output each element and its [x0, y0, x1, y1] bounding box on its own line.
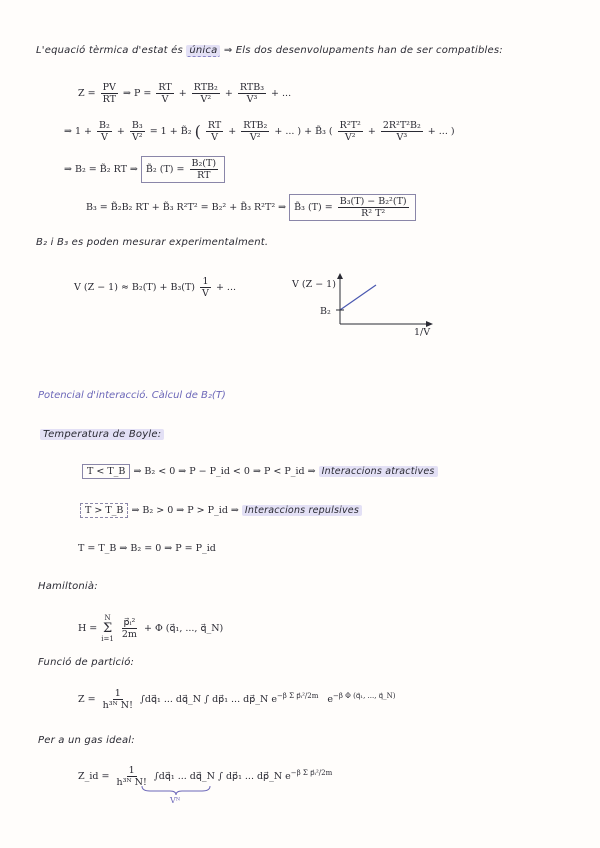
eq1-f1-num: PV	[102, 82, 116, 93]
eq2-frac-r2t2-v2	[338, 120, 363, 143]
eq2-g2-num: RTB₂	[243, 120, 268, 131]
eq3-box-lhs: B̃₂ (T) =	[145, 163, 185, 175]
boyle-row2-box: T > T_B	[80, 503, 128, 518]
eq1-f2-den: V	[161, 94, 169, 105]
eq4-box-lhs: B̃₃ (T) =	[294, 201, 333, 213]
plot-intercept-label: B₂	[320, 306, 331, 317]
equation-z-virial	[78, 82, 291, 105]
eq1-f2-num: RT	[158, 82, 172, 93]
eq2-mid: = 1 + B̃₂	[149, 125, 192, 137]
measure-line: B₂ i B₃ es poden mesurar experimentalment.	[36, 237, 269, 248]
sum-upper: N	[104, 614, 111, 622]
eq5-frac	[200, 276, 211, 299]
eq2-g1-den: V	[211, 132, 218, 143]
plot-x-arrow	[426, 321, 433, 327]
underbrace-label: Vᴺ	[170, 796, 181, 805]
ideal-body: ∫dq⃗₁ ... dq⃗_N ∫ dp⃗₁ ... dp⃗_N e	[153, 770, 291, 782]
partition-num: 1	[114, 688, 121, 699]
equation-b2-tilde	[64, 156, 225, 183]
intro-line	[36, 45, 503, 57]
eq3-box-frac	[190, 158, 219, 181]
partition-mid: e	[327, 693, 334, 705]
eq1-f1-den: RT	[102, 94, 116, 105]
hamiltonian-den: 2m	[121, 629, 137, 640]
eq4-box-num: B₃(T) − B₂²(T)	[339, 196, 407, 207]
eq1-lhs: Z =	[78, 87, 96, 99]
hamiltonian-title: Hamiltonià:	[38, 581, 98, 592]
plus-sign: +	[178, 87, 187, 99]
partition-exp1: −β Σ p⃗ᵢ²/2m	[276, 691, 319, 700]
eq1-f4-num: RTB₃	[239, 82, 265, 93]
boyle-row2-text: ⇒ B₂ > 0 ⇒ P > P_id ⇒	[131, 505, 239, 516]
plus-sign: +	[224, 87, 233, 99]
intro-highlight-word: única	[186, 45, 220, 57]
eq2-h1-num: R²T²	[339, 120, 361, 131]
partition-frac	[101, 688, 135, 711]
eq3-box-den: RT	[197, 170, 211, 181]
eq4-boxed-result	[289, 194, 415, 221]
eq5-tail: + ...	[215, 281, 236, 293]
eq2-frac-b2-v	[97, 120, 112, 143]
sum-lower: i=1	[101, 635, 114, 643]
hamiltonian-equation	[78, 614, 223, 643]
ideal-num: 1	[128, 765, 135, 776]
eq1-f3-den: V²	[200, 94, 212, 105]
eq4-box-den: R² T²	[361, 208, 386, 219]
sum-symbol: Σ	[102, 621, 113, 636]
eq1-mid: ⇒ P =	[122, 87, 152, 99]
boyle-title-text: Temperatura de Boyle:	[40, 429, 164, 440]
ideal-den: h³ᴺ N!	[116, 777, 147, 788]
hamiltonian-num: p⃗ᵢ²	[123, 617, 136, 628]
eq2-f1-num: B₂	[99, 120, 110, 131]
plot-x-label: 1/V	[414, 327, 431, 338]
eq2-h2-num: 2R²T²B₂	[382, 120, 421, 131]
equation-compatibility	[64, 120, 455, 143]
eq1-frac-rtb2	[192, 82, 220, 105]
eq3-boxed-result	[141, 156, 225, 183]
boyle-row1-box: T < T_B	[82, 464, 130, 479]
boyle-title	[40, 429, 164, 441]
ideal-lhs: Z_id =	[78, 770, 110, 782]
eq5-lhs: V (Z − 1) ≈ B₂(T) + B₃(T)	[74, 281, 196, 293]
plus-sign: +	[228, 125, 237, 137]
eq1-frac-pv-rt	[101, 82, 118, 105]
eq3-lhs: ⇒ B₂ = B̃₂ RT ⇒	[64, 163, 138, 175]
eq5-num: 1	[202, 276, 209, 287]
eq2-frac-rt-v	[206, 120, 223, 143]
boyle-row2-highlight: Interaccions repulsives	[242, 505, 362, 516]
plot-line	[340, 285, 376, 310]
eq2-g1-num: RT	[207, 120, 222, 131]
boyle-row1-text: ⇒ B₂ < 0 ⇒ P − P_id < 0 ⇒ P < P_id ⇒	[133, 466, 316, 477]
eq1-tail: + ...	[271, 87, 292, 99]
eq2-tail: + ... )	[427, 125, 455, 137]
eq4-lhs: B₃ = B̃₂B₂ RT + B̃₃ R²T² = B₂² + B̃₃ R²T² ⇒	[86, 201, 287, 213]
intro-text-b: ⇒ Els dos desenvolupaments han de ser compatibles:	[223, 45, 503, 56]
hamiltonian-lhs: H =	[78, 622, 98, 634]
eq4-box-frac	[338, 196, 409, 219]
hamiltonian-frac	[120, 617, 139, 640]
equation-b3-tilde	[86, 194, 416, 221]
plot-y-arrow	[337, 273, 343, 279]
boyle-row-above	[80, 505, 362, 517]
plus-sign: +	[116, 125, 125, 137]
eq2-h2-den: V³	[396, 132, 408, 143]
eq1-f3-num: RTB₂	[193, 82, 218, 93]
eq3-box-num: B₂(T)	[191, 158, 217, 169]
partition-body: ∫dq⃗₁ ... dq⃗_N ∫ dp⃗₁ ... dp⃗_N e	[139, 693, 277, 705]
partition-equation	[78, 688, 395, 711]
paren-open: (	[194, 121, 201, 141]
eq2-pre: ⇒ 1 +	[64, 125, 93, 137]
eq2-f2-den: V²	[131, 132, 143, 143]
boyle-row-below	[82, 466, 438, 478]
eq2-h1-den: V²	[344, 132, 356, 143]
ideal-exp1: −β Σ p⃗ᵢ²/2m	[290, 768, 333, 777]
partition-lhs: Z =	[78, 693, 96, 705]
intro-text-a: L'equació tèrmica d'estat és	[36, 45, 183, 56]
equation-vz-linear	[74, 276, 236, 299]
plot-y-label: V (Z − 1)	[292, 279, 336, 290]
eq1-frac-rtb3	[238, 82, 266, 105]
plus-sign: +	[367, 125, 376, 137]
eq1-f4-den: V³	[246, 94, 258, 105]
eq2-f1-den: V	[101, 132, 108, 143]
ideal-title: Per a un gas ideal:	[38, 735, 135, 746]
eq5-den: V	[202, 288, 209, 299]
eq2-g2-den: V²	[249, 132, 261, 143]
eq2-frac-2r2t2b2-v3	[381, 120, 423, 143]
hamiltonian-sum	[101, 614, 114, 643]
eq2-f2-num: B₃	[131, 120, 143, 131]
partition-den: h³ᴺ N!	[102, 700, 133, 711]
partition-exp2: −β Φ (q⃗₁, ..., q⃗_N)	[333, 691, 396, 700]
boyle-row1-highlight: Interaccions atractives	[319, 466, 438, 477]
section-title: Potencial d'interacció. Càlcul de B₂(T)	[38, 390, 226, 401]
boyle-row-equal: T = T_B ⇒ B₂ = 0 ⇒ P = P_id	[78, 543, 216, 554]
eq2-mid2: + ... ) + B̃₃ (	[274, 125, 333, 137]
hamiltonian-tail: + Φ (q⃗₁, ..., q⃗_N)	[143, 622, 224, 634]
eq1-frac-rt-v	[156, 82, 173, 105]
eq2-frac-b3-v2	[130, 120, 145, 143]
partition-title: Funció de partició:	[38, 657, 135, 668]
linear-plot	[330, 272, 440, 334]
eq2-frac-rtb2-v2	[241, 120, 269, 143]
